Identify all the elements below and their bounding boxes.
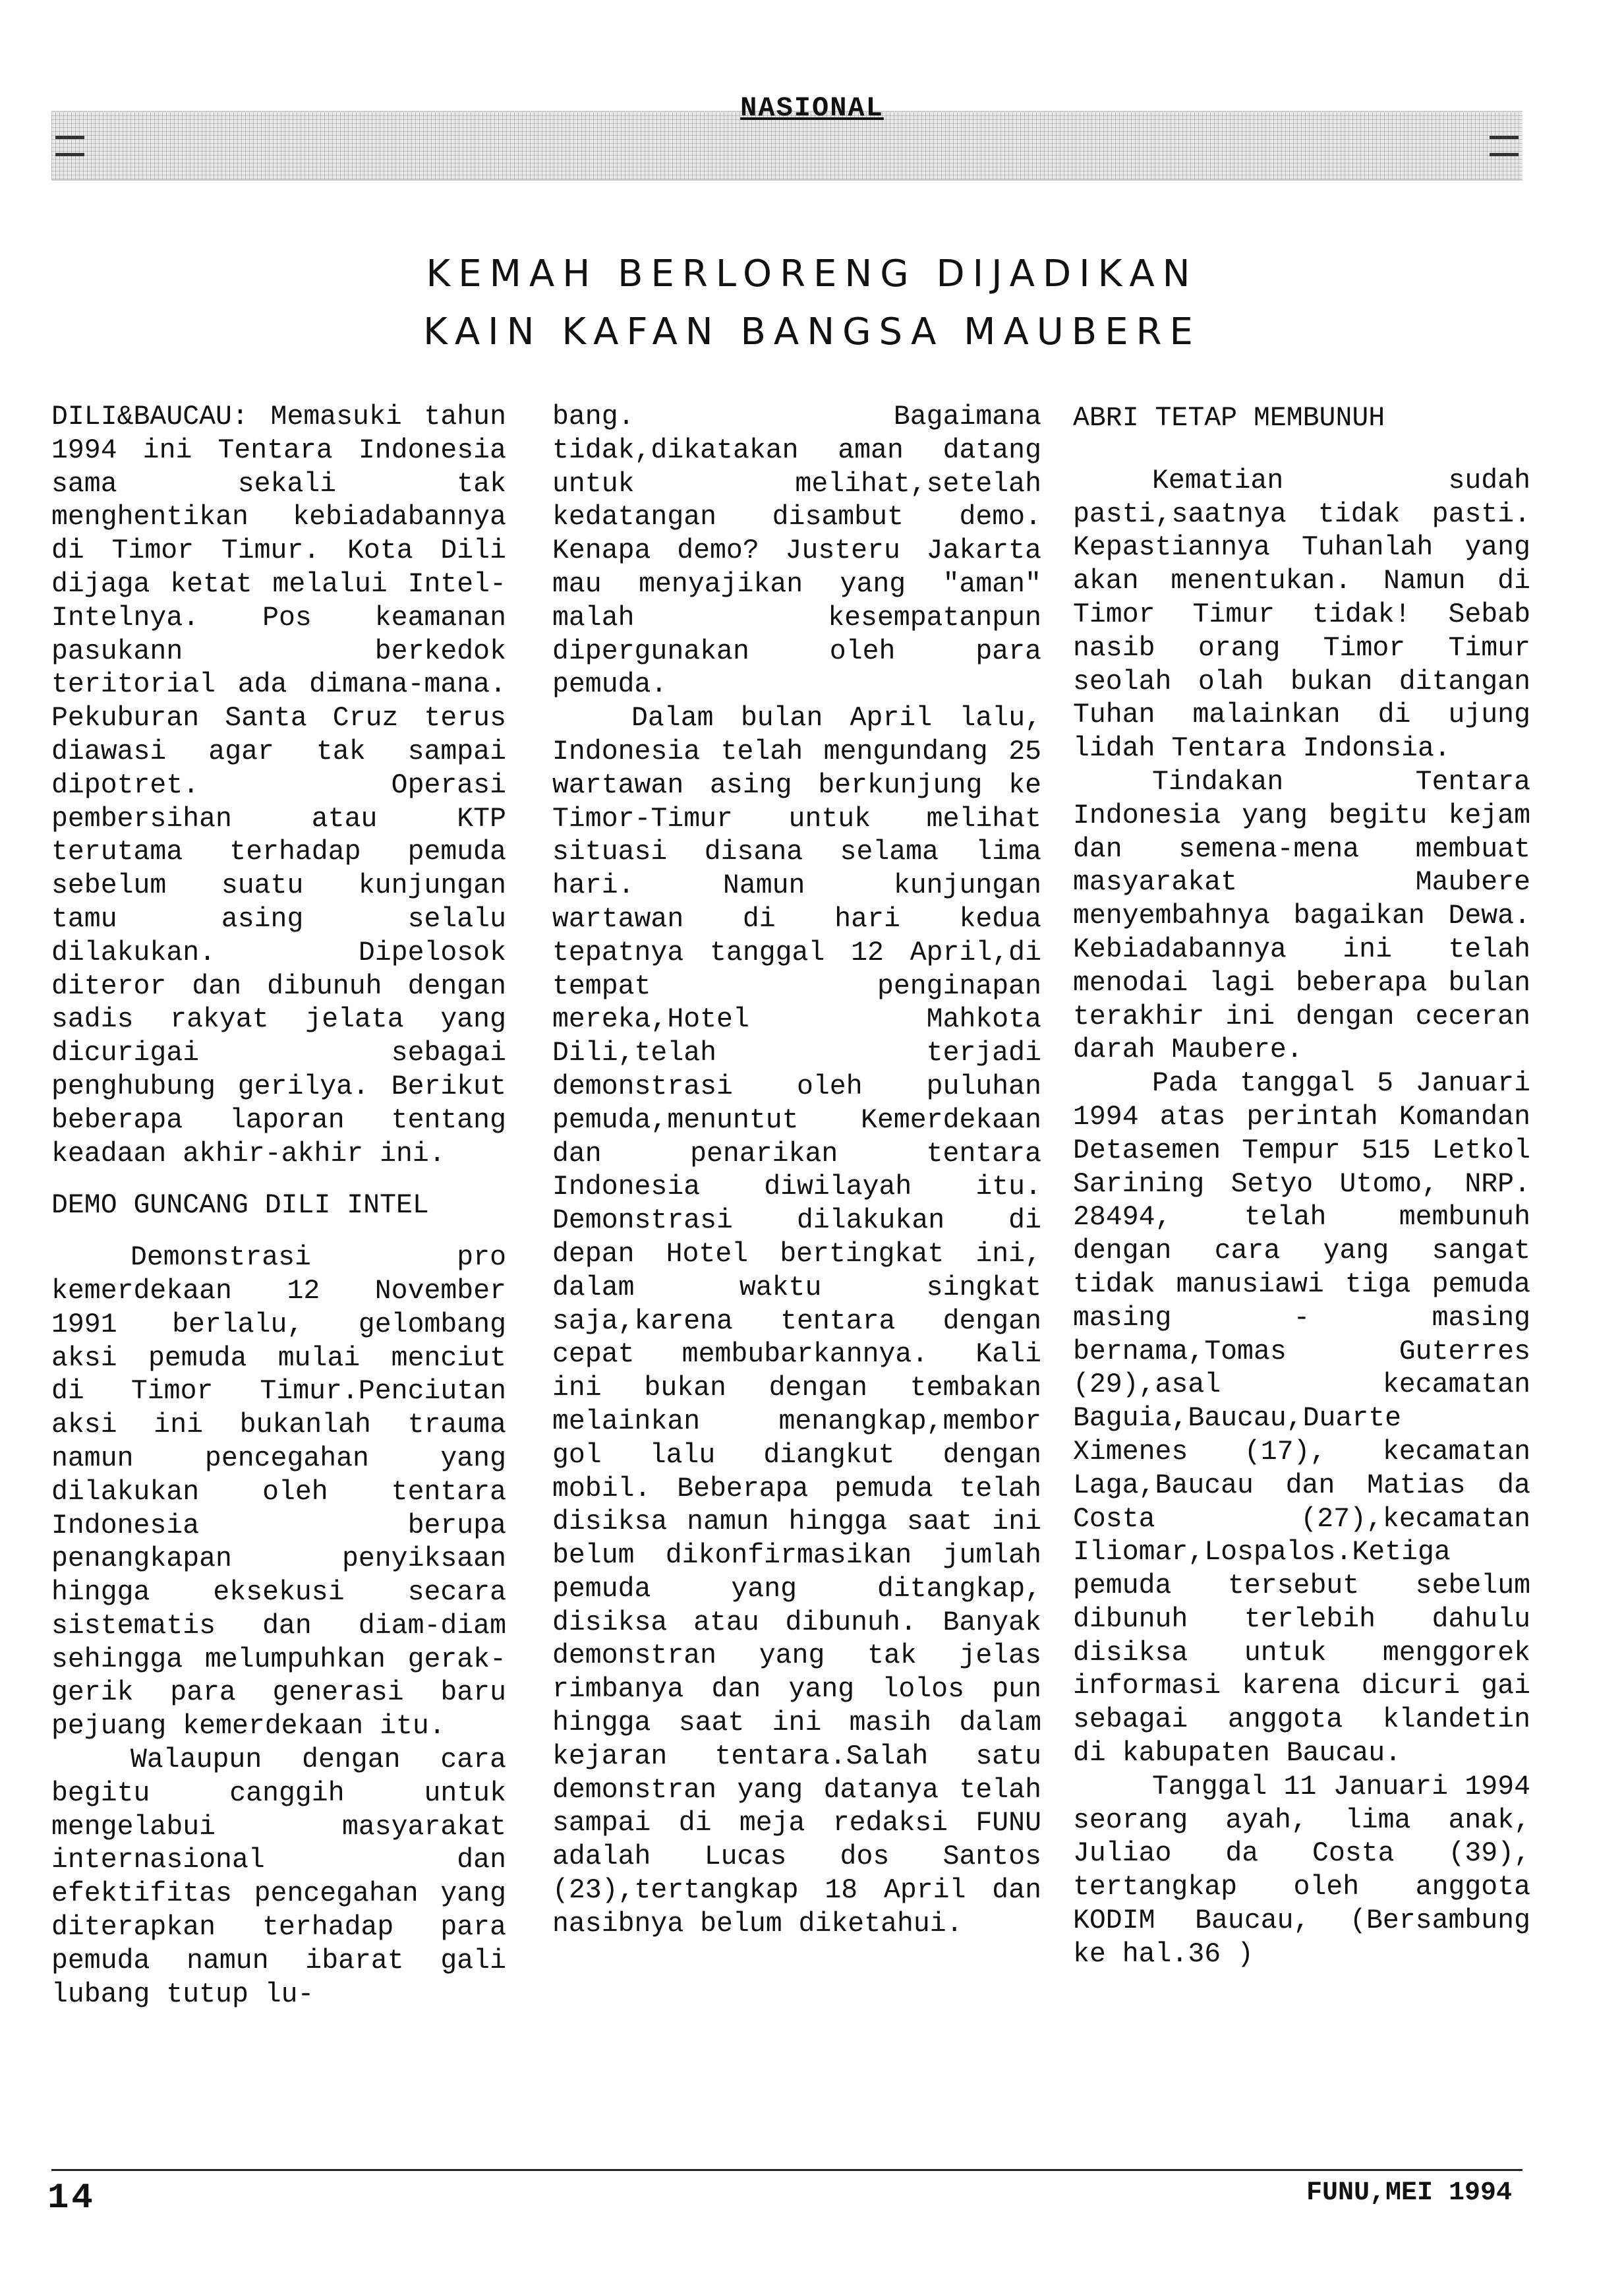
article-column-2 xyxy=(552,401,1041,1942)
column-1-paragraph-1: DILI&BAUCAU: Memasuki tahun 1994 ini Tentara Indonesia sama sekali tak menghentikan kebiadabannya di Timor Timur. Kota Dili dijaga ketat melalui Intel-Intelnya. Pos keamanan pasukann berkedok teritorial ada dimana-mana. Pekuburan Santa Cruz terus diawasi agar tak sampai dipotret. Operasi pembersihan atau KTP terutama terhadap pemuda sebelum suatu kunjungan tamu asing selalu dilakukan. Dipelosok diteror dan dibunuh dengan sadis rakyat jelata yang dicurigai sebagai penghubung gerilya. Berikut beberapa laporan tentang keadaan akhir-akhir ini. xyxy=(51,401,506,1170)
column-3-paragraph-2: Tindakan Tentara Indonesia yang begitu kejam dan semena-mena membuat masyarakat Maubere menyembahnya bagaikan Dewa. Kebiadabannya ini telah menodai lagi beberapa bulan terakhir ini dengan ceceran darah Maubere. xyxy=(1073,766,1530,1066)
column-2-paragraph-1: bang. Bagaimana tidak,dikatakan aman datang untuk melihat,setelah kedatangan disambut demo. Kenapa demo? Justeru Jakarta mau menyajikan yang "aman" malah kesempatanpun dipergunakan oleh para pemuda. xyxy=(552,401,1041,701)
section-label: NASIONAL xyxy=(740,92,884,124)
article-column-1 xyxy=(51,401,506,2011)
subheading-demo-guncang: DEMO GUNCANG DILI INTEL xyxy=(51,1190,429,1222)
column-1-paragraph-2: Demonstrasi pro kemerdekaan 12 November 1991 berlalu, gelombang aksi pemuda mulai menciut di Timor Timur.Penciutan aksi ini bukanlah trauma namun pencegahan yang dilakukan oleh tentara Indonesia berupa penangkapan penyiksaan hingga eksekusi secara sistematis dan diam-diam sehingga melumpuhkan gerak-gerik para generasi baru pejuang kemerdekaan itu. xyxy=(51,1242,506,1742)
page-number: 14 xyxy=(47,2178,96,2218)
column-3-paragraph-4: Tanggal 11 Januari 1994 seorang ayah, lima anak, Juliao da Costa (39), tertangkap oleh anggota KODIM Baucau, (Bersambung ke hal.36 ) xyxy=(1073,1771,1530,1970)
article-column-3 xyxy=(1073,401,1530,1972)
article-headline xyxy=(0,245,1624,361)
column-1-paragraph-3: Walaupun dengan cara begitu canggih untuk mengelabui masyarakat internasional dan efektifitas pencegahan yang diterapkan terhadap para pemuda namun ibarat gali lubang tutup lu- xyxy=(51,1744,506,2010)
column-2-paragraph-2: Dalam bulan April lalu, Indonesia telah mengundang 25 wartawan asing berkunjung ke Timor-Timur untuk melihat situasi disana selama lima hari. Namun kunjungan wartawan di hari kedua tepatnya tanggal 12 April,di tempat penginapan mereka,Hotel Mahkota Dili,telah terjadi demonstrasi oleh puluhan pemuda,menuntut Kemerdekaan dan penarikan tentara Indonesia diwilayah itu. Demonstrasi dilakukan di depan Hotel bertingkat ini, dalam waktu singkat saja,karena tentara dengan cepat membubarkannya. Kali ini bukan dengan tembakan melainkan menangkap,membor gol lalu diangkut dengan mobil. Beberapa pemuda telah disiksa namun hingga saat ini belum dikonfirmasikan jumlah pemuda yang ditangkap, disiksa atau dibunuh. Banyak demonstran yang tak jelas rimbanya dan yang lolos pun hingga saat ini masih dalam kejaran tentara.Salah satu demonstran yang datanya telah sampai di meja redaksi FUNU adalah Lucas dos Santos (23),tertangkap 18 April dan nasibnya belum diketahui. xyxy=(552,703,1041,1940)
column-3-paragraph-3: Pada tanggal 5 Januari 1994 atas perintah Komandan Detasemen Tempur 515 Letkol Sarining Setyo Utomo, NRP. 28494, telah membunuh dengan cara yang sangat tidak manusiawi tiga pemuda masing - masing bernama,Tomas Guterres (29),asal kecamatan Baguia,Baucau,Duarte Ximenes (17), kecamatan Laga,Baucau dan Matias da Costa (27),kecamatan Iliomar,Lospalos.Ketiga pemuda tersebut sebelum dibunuh terlebih dahulu disiksa untuk menggorek informasi karena dicuri gai sebagai anggota klandetin di kabupaten Baucau. xyxy=(1073,1068,1530,1769)
header-band-right-marker xyxy=(1490,127,1519,164)
headline-line-1: KEMAH BERLORENG DIJADIKAN xyxy=(426,253,1198,295)
footer-rule xyxy=(51,2169,1522,2171)
column-3-paragraph-1: Kematian sudah pasti,saatnya tidak pasti. Kepastiannya Tuhanlah yang akan menentukan. Namun di Timor Timur tidak! Sebab nasib orang Timor Timur seolah olah bukan ditangan Tuhan malainkan di ujung lidah Tentara Indonsia. xyxy=(1073,465,1530,765)
subheading-abri-tetap-membunuh: ABRI TETAP MEMBUNUH xyxy=(1073,403,1385,434)
header-band-left-marker xyxy=(55,127,84,164)
headline-line-2: KAIN KAFAN BANGSA MAUBERE xyxy=(423,311,1201,353)
publication-date-footer: FUNU,MEI 1994 xyxy=(1306,2178,1512,2208)
